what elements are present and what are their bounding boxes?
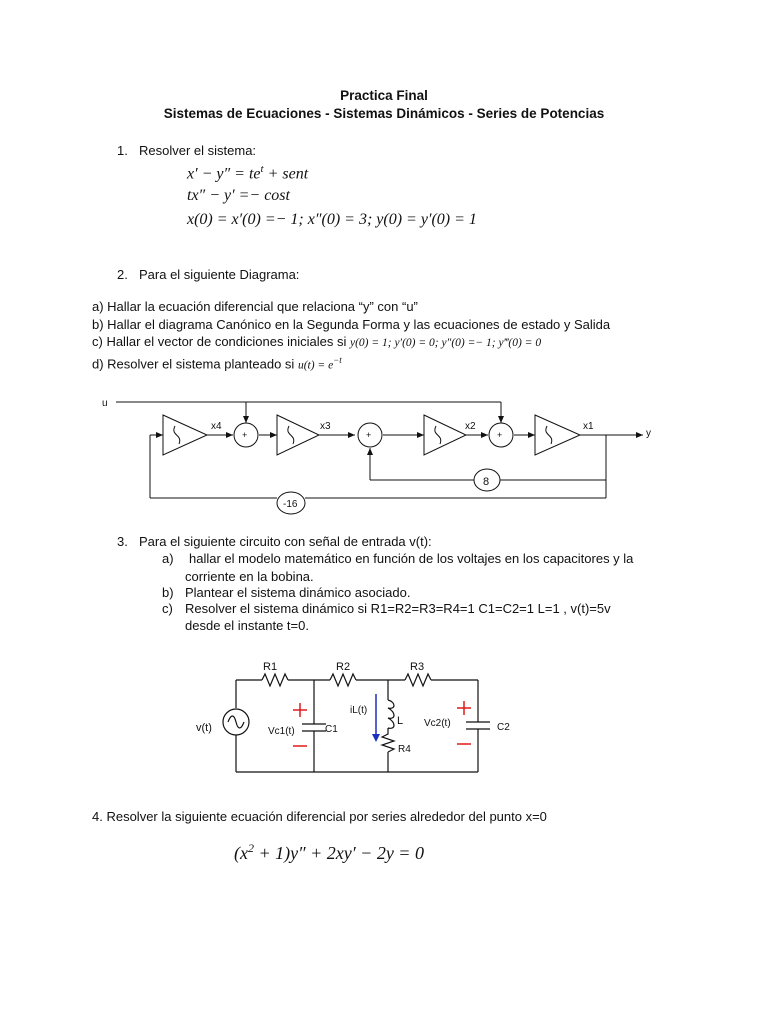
q3-item-b: Plantear el sistema dinámico asociado. xyxy=(185,585,411,600)
q1-equation-2: tx″ − y′ =− cost xyxy=(187,187,290,204)
r3-label: R3 xyxy=(410,661,425,673)
q3-item-b-marker: b) xyxy=(162,585,174,600)
state-x1: x1 xyxy=(583,421,594,432)
q2-item-c: c) Hallar el vector de condiciones iniciales si y(0) = 1; y′(0) = 0; y″(0) =− 1; y‴(0) = 0 xyxy=(92,334,542,349)
q3-item-c-line1: Resolver el sistema dinámico si R1=R2=R3=R4=1 C1=C2=1 L=1 , v(t)=5v xyxy=(185,601,611,616)
resistor-r4 xyxy=(382,728,394,752)
q2-number: 2. xyxy=(117,267,128,282)
vc2-label: Vc2(t) xyxy=(424,718,451,729)
state-x3: x3 xyxy=(320,421,331,432)
q3-number: 3. xyxy=(117,534,128,549)
c2-label: C2 xyxy=(497,722,510,733)
q3-item-a-marker: a) xyxy=(162,551,174,566)
resistor-r1 xyxy=(262,674,288,686)
q1-label: Resolver el sistema: xyxy=(139,143,257,158)
state-x4: x4 xyxy=(211,421,222,432)
sum-plus-3: + xyxy=(497,430,503,440)
resistor-r3 xyxy=(405,674,431,686)
gain-minus-16-label: -16 xyxy=(283,499,298,510)
q2-label: Para el siguiente Diagrama: xyxy=(139,267,300,282)
input-label: u xyxy=(102,398,108,409)
l-label: L xyxy=(397,715,404,727)
sum-plus-1: + xyxy=(242,430,248,440)
q1-number: 1. xyxy=(117,143,128,158)
q3-item-a-line2: corriente en la bobina. xyxy=(185,569,314,584)
q3-item-a-line1: hallar el modelo matemático en función de los voltajes en los capacitores y la xyxy=(189,551,634,566)
q2-item-a: a) Hallar la ecuación diferencial que relaciona “y” con “u” xyxy=(92,299,418,314)
q4-equation: $(x^2 + 1)y'' + 2xy' - 2y = 0$ xyxy=(234,841,424,863)
c1-label: C1 xyxy=(325,724,338,735)
q3-item-c-line2: desde el instante t=0. xyxy=(185,618,309,633)
resistor-r2 xyxy=(330,674,356,686)
output-label: y xyxy=(646,428,651,439)
r2-label: R2 xyxy=(336,661,351,673)
r4-label: R4 xyxy=(398,744,411,755)
page-title: Practica Final xyxy=(340,88,428,103)
q4-label: 4. Resolver la siguiente ecuación diferencial por series alrededor del punto x=0 xyxy=(92,809,547,824)
source-label: v(t) xyxy=(196,722,212,734)
il-label: iL(t) xyxy=(350,705,368,716)
q1-initial-conditions: x(0) = x′(0) =− 1; x″(0) = 3; y(0) = y′(0) = 1 xyxy=(187,211,477,228)
state-x2: x2 xyxy=(465,421,476,432)
sum-plus-2: + xyxy=(366,430,372,440)
inductor-l xyxy=(388,700,394,728)
page-subtitle: Sistemas de Ecuaciones - Sistemas Dinámicos - Series de Potencias xyxy=(163,106,605,121)
q1-equation-1: $x' - y'' = te^t$ + sent xyxy=(187,163,309,183)
vc1-label: Vc1(t) xyxy=(268,726,295,737)
gain-8-label: 8 xyxy=(483,476,490,488)
q2-item-d: d) Resolver el sistema planteado si $u(t) = e^{-t}$ xyxy=(92,355,342,372)
q3-item-c-marker: c) xyxy=(162,601,173,616)
q2-item-b: b) Hallar el diagrama Canónico en la Segunda Forma y las ecuaciones de estado y Salida xyxy=(92,317,611,332)
r1-label: R1 xyxy=(263,661,278,673)
q3-label: Para el siguiente circuito con señal de entrada v(t): xyxy=(139,534,432,549)
